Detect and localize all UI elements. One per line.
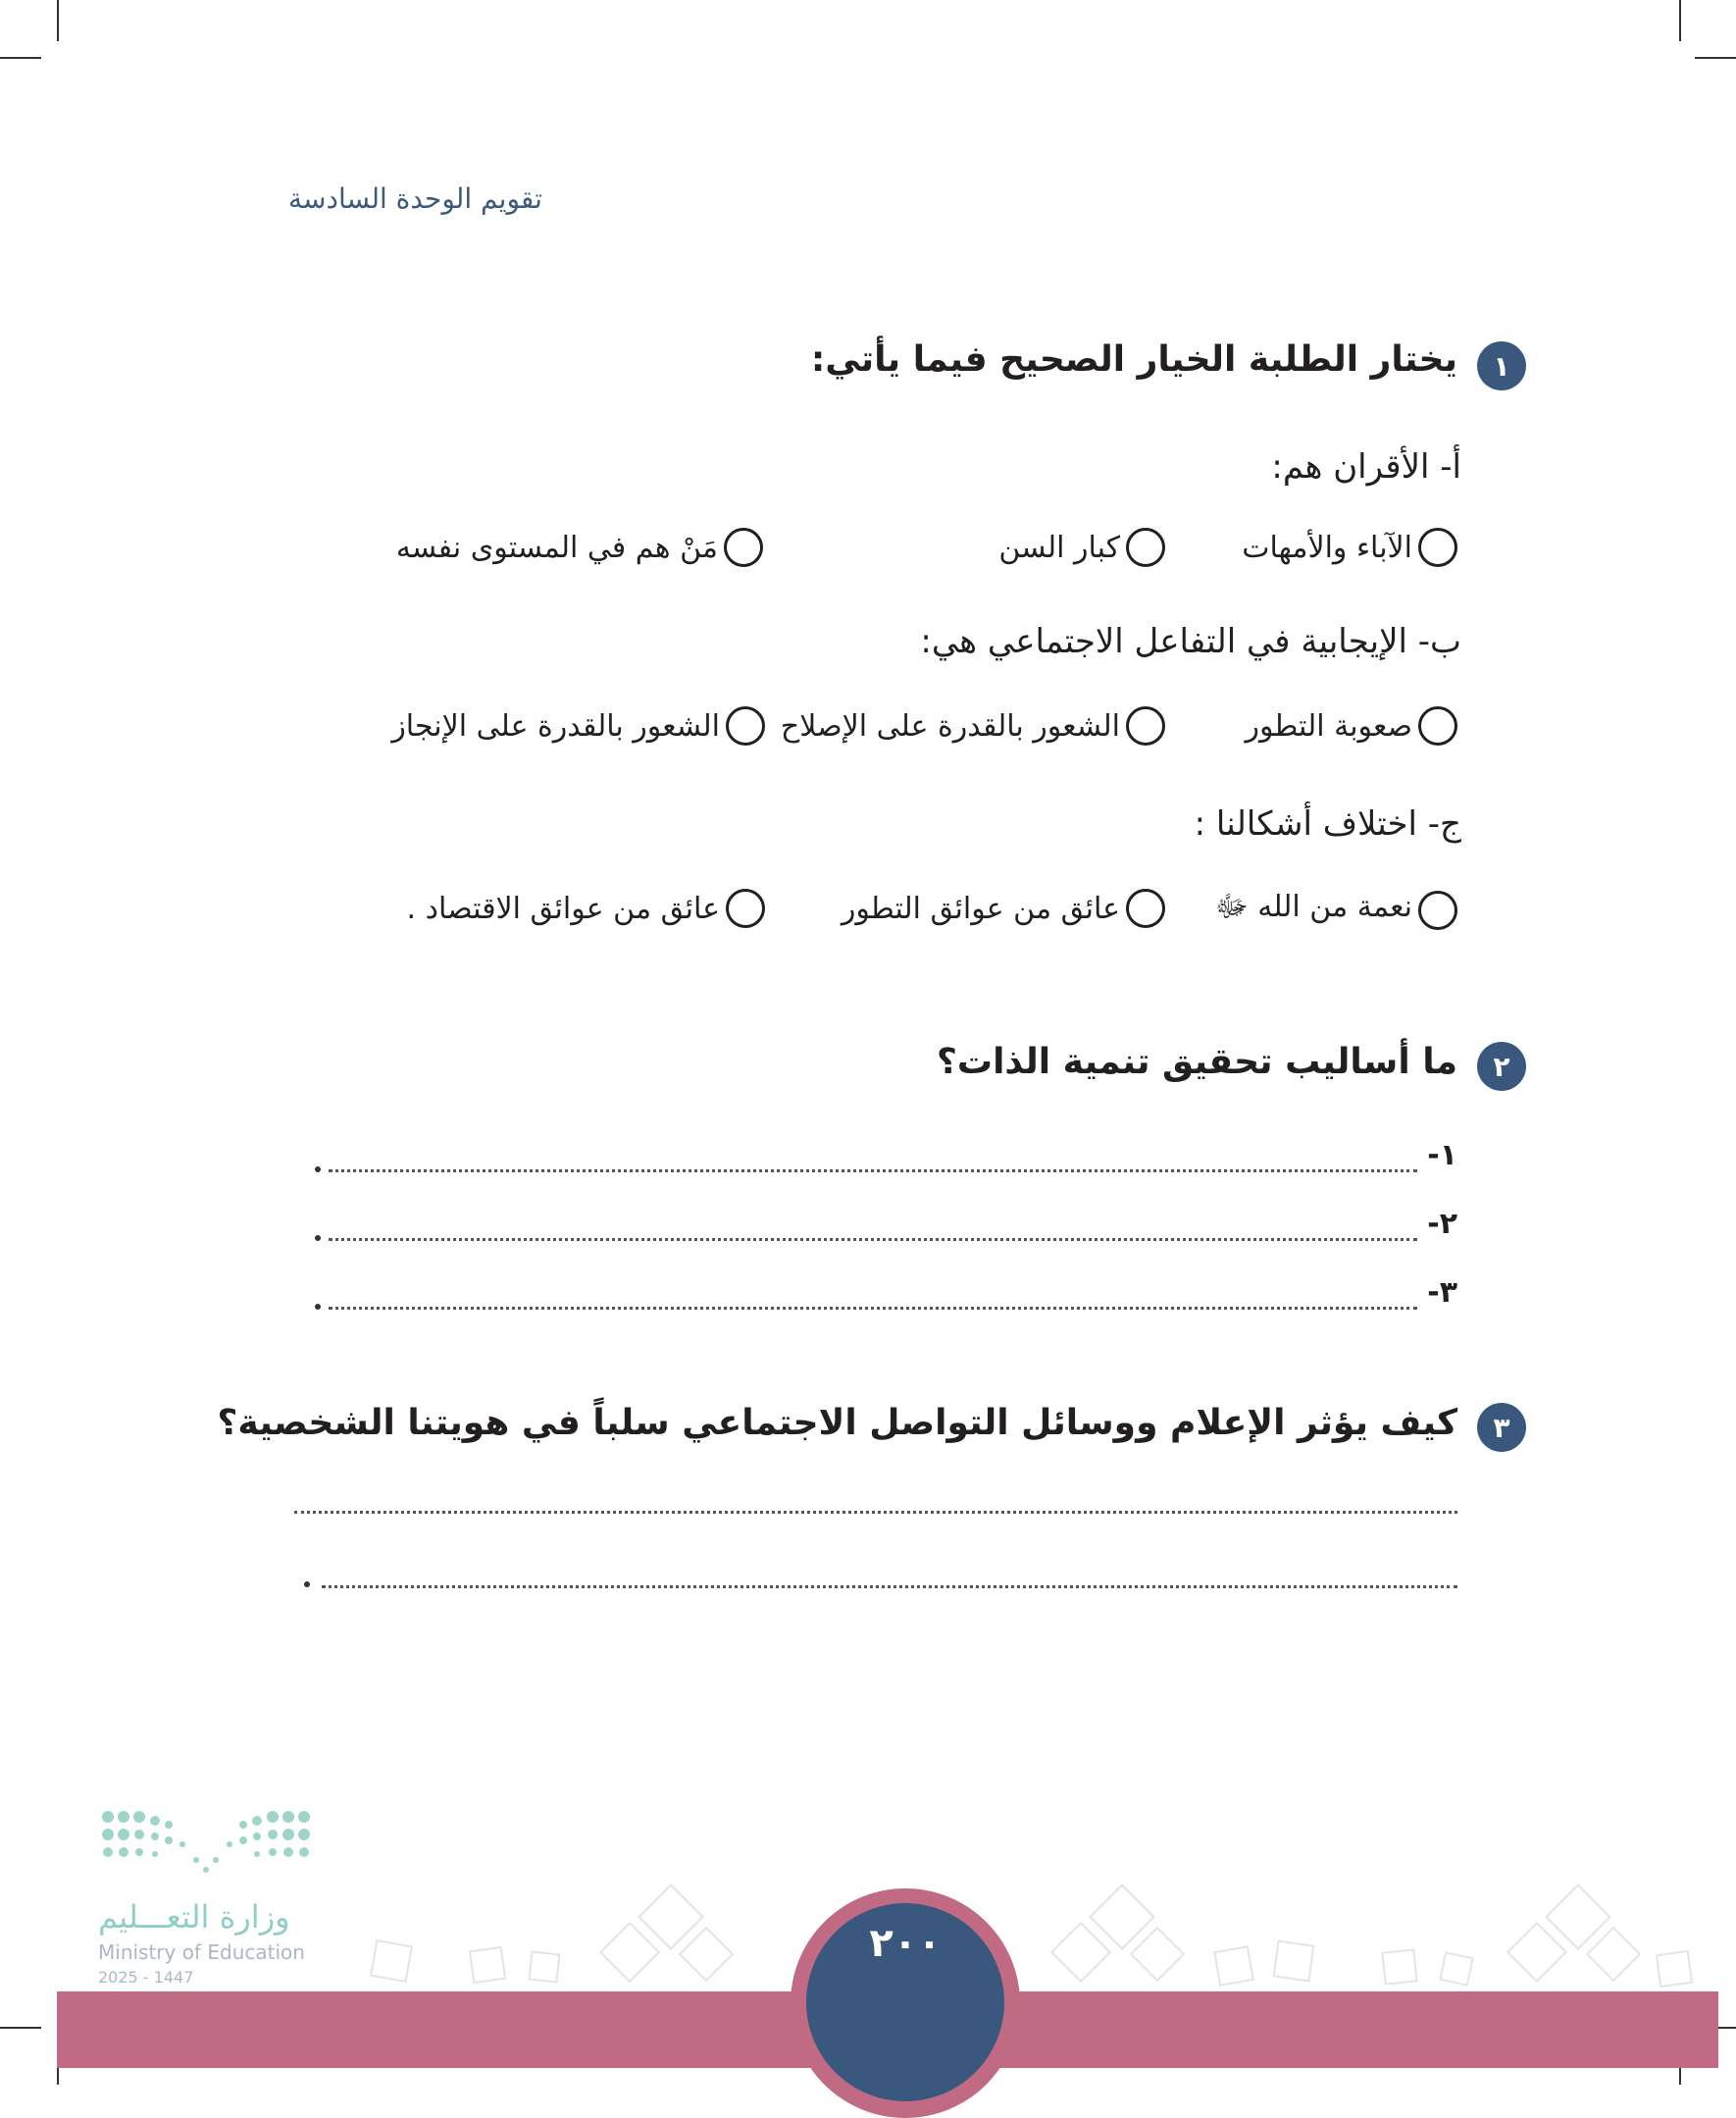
decorative-diamond [1586,1927,1642,1983]
option-label: الشعور بالقدرة على الإنجاز [391,708,720,744]
option-c3[interactable] [407,889,765,928]
radio-button[interactable] [726,706,765,746]
crop-mark [0,2027,41,2029]
crop-mark [0,57,41,59]
option-label: صعوبة التطور [1245,708,1412,744]
question-number-badge: ١ [1477,341,1526,390]
answer-line-3[interactable] [294,1275,1457,1310]
subquestion-b-label: ب- الإيجابية في التفاعل الاجتماعي هي: [920,622,1461,661]
option-a3[interactable] [396,528,763,567]
radio-button[interactable] [1126,706,1165,746]
ministry-logo-dots [98,1805,314,1884]
answer-number: ٢- [1427,1207,1457,1241]
crop-mark [1679,0,1681,41]
question-2-text: ما أساليب تحقيق تنمية الذات؟ [937,1042,1457,1082]
radio-button[interactable] [726,889,765,928]
ministry-name-arabic: وزارة التعـــليم [98,1898,290,1936]
radio-button[interactable] [1126,528,1165,567]
option-c2[interactable] [842,889,1165,928]
decorative-square [1439,1951,1474,1987]
option-label: عائق من عوائق التطور [841,891,1120,926]
option-label: نعمة من الله ﷻ [1214,890,1412,924]
option-c1[interactable] [1215,889,1457,931]
option-label: الشعور بالقدرة على الإصلاح [780,708,1120,744]
period-dot [315,1304,321,1310]
decorative-diamond [679,1927,735,1983]
option-a2[interactable] [998,528,1165,567]
crop-mark [57,0,59,41]
question-number-badge: ٣ [1477,1403,1526,1452]
subquestion-c-label: ج- اختلاف أشكالنا : [1194,804,1461,844]
question-1-text: يختار الطلبة الخيار الصحيح فيما يأتي: [810,339,1457,380]
decorative-square [469,1946,506,1984]
option-b1[interactable] [1245,706,1457,746]
option-label: كبار السن [998,530,1120,565]
radio-button[interactable] [1418,528,1457,567]
period-dot [315,1166,321,1172]
option-b3[interactable] [391,706,765,746]
decorative-square [1656,1950,1693,1988]
page-number: ٢٠٠ [869,1921,942,1966]
period-dot [304,1581,310,1587]
ministry-year: 2025 - 1447 [98,1968,194,1987]
radio-button[interactable] [724,528,763,567]
page-header-title: تقويم الوحدة السادسة [288,182,542,215]
question-3-text: كيف يؤثر الإعلام ووسائل التواصل الاجتماعي سلباً في هويتنا الشخصية؟ [217,1403,1457,1443]
option-b2[interactable] [781,706,1165,746]
option-label: الآباء والأمهات [1242,530,1412,565]
answer-line-2[interactable] [294,1207,1457,1241]
decorative-square [1381,1948,1417,1985]
decorative-square [1273,1940,1315,1983]
answer-dotted-line[interactable] [294,1509,1457,1514]
dotted-line [329,1167,1417,1172]
decorative-square [1213,1945,1254,1987]
option-label: عائق من عوائق الاقتصاد . [406,891,720,926]
option-label: مَنْ هم في المستوى نفسه [395,530,718,565]
decorative-square [529,1951,561,1984]
crop-mark [1695,57,1736,59]
answer-dotted-line[interactable] [322,1583,1457,1588]
answer-line-1[interactable] [294,1138,1457,1172]
decorative-square [370,1939,413,1983]
period-dot [315,1235,321,1241]
dotted-line [329,1305,1417,1310]
radio-button[interactable] [1126,889,1165,928]
radio-button[interactable] [1418,891,1457,930]
option-a1[interactable] [1242,528,1457,567]
dotted-line [329,1236,1417,1241]
decorative-diamond [1130,1927,1186,1983]
answer-number: ١- [1427,1138,1457,1172]
question-number-badge: ٢ [1477,1042,1526,1091]
answer-number: ٣- [1427,1275,1457,1310]
ministry-name-english: Ministry of Education [98,1940,305,1964]
radio-button[interactable] [1418,706,1457,746]
subquestion-a-label: أ- الأقران هم: [1271,447,1461,487]
